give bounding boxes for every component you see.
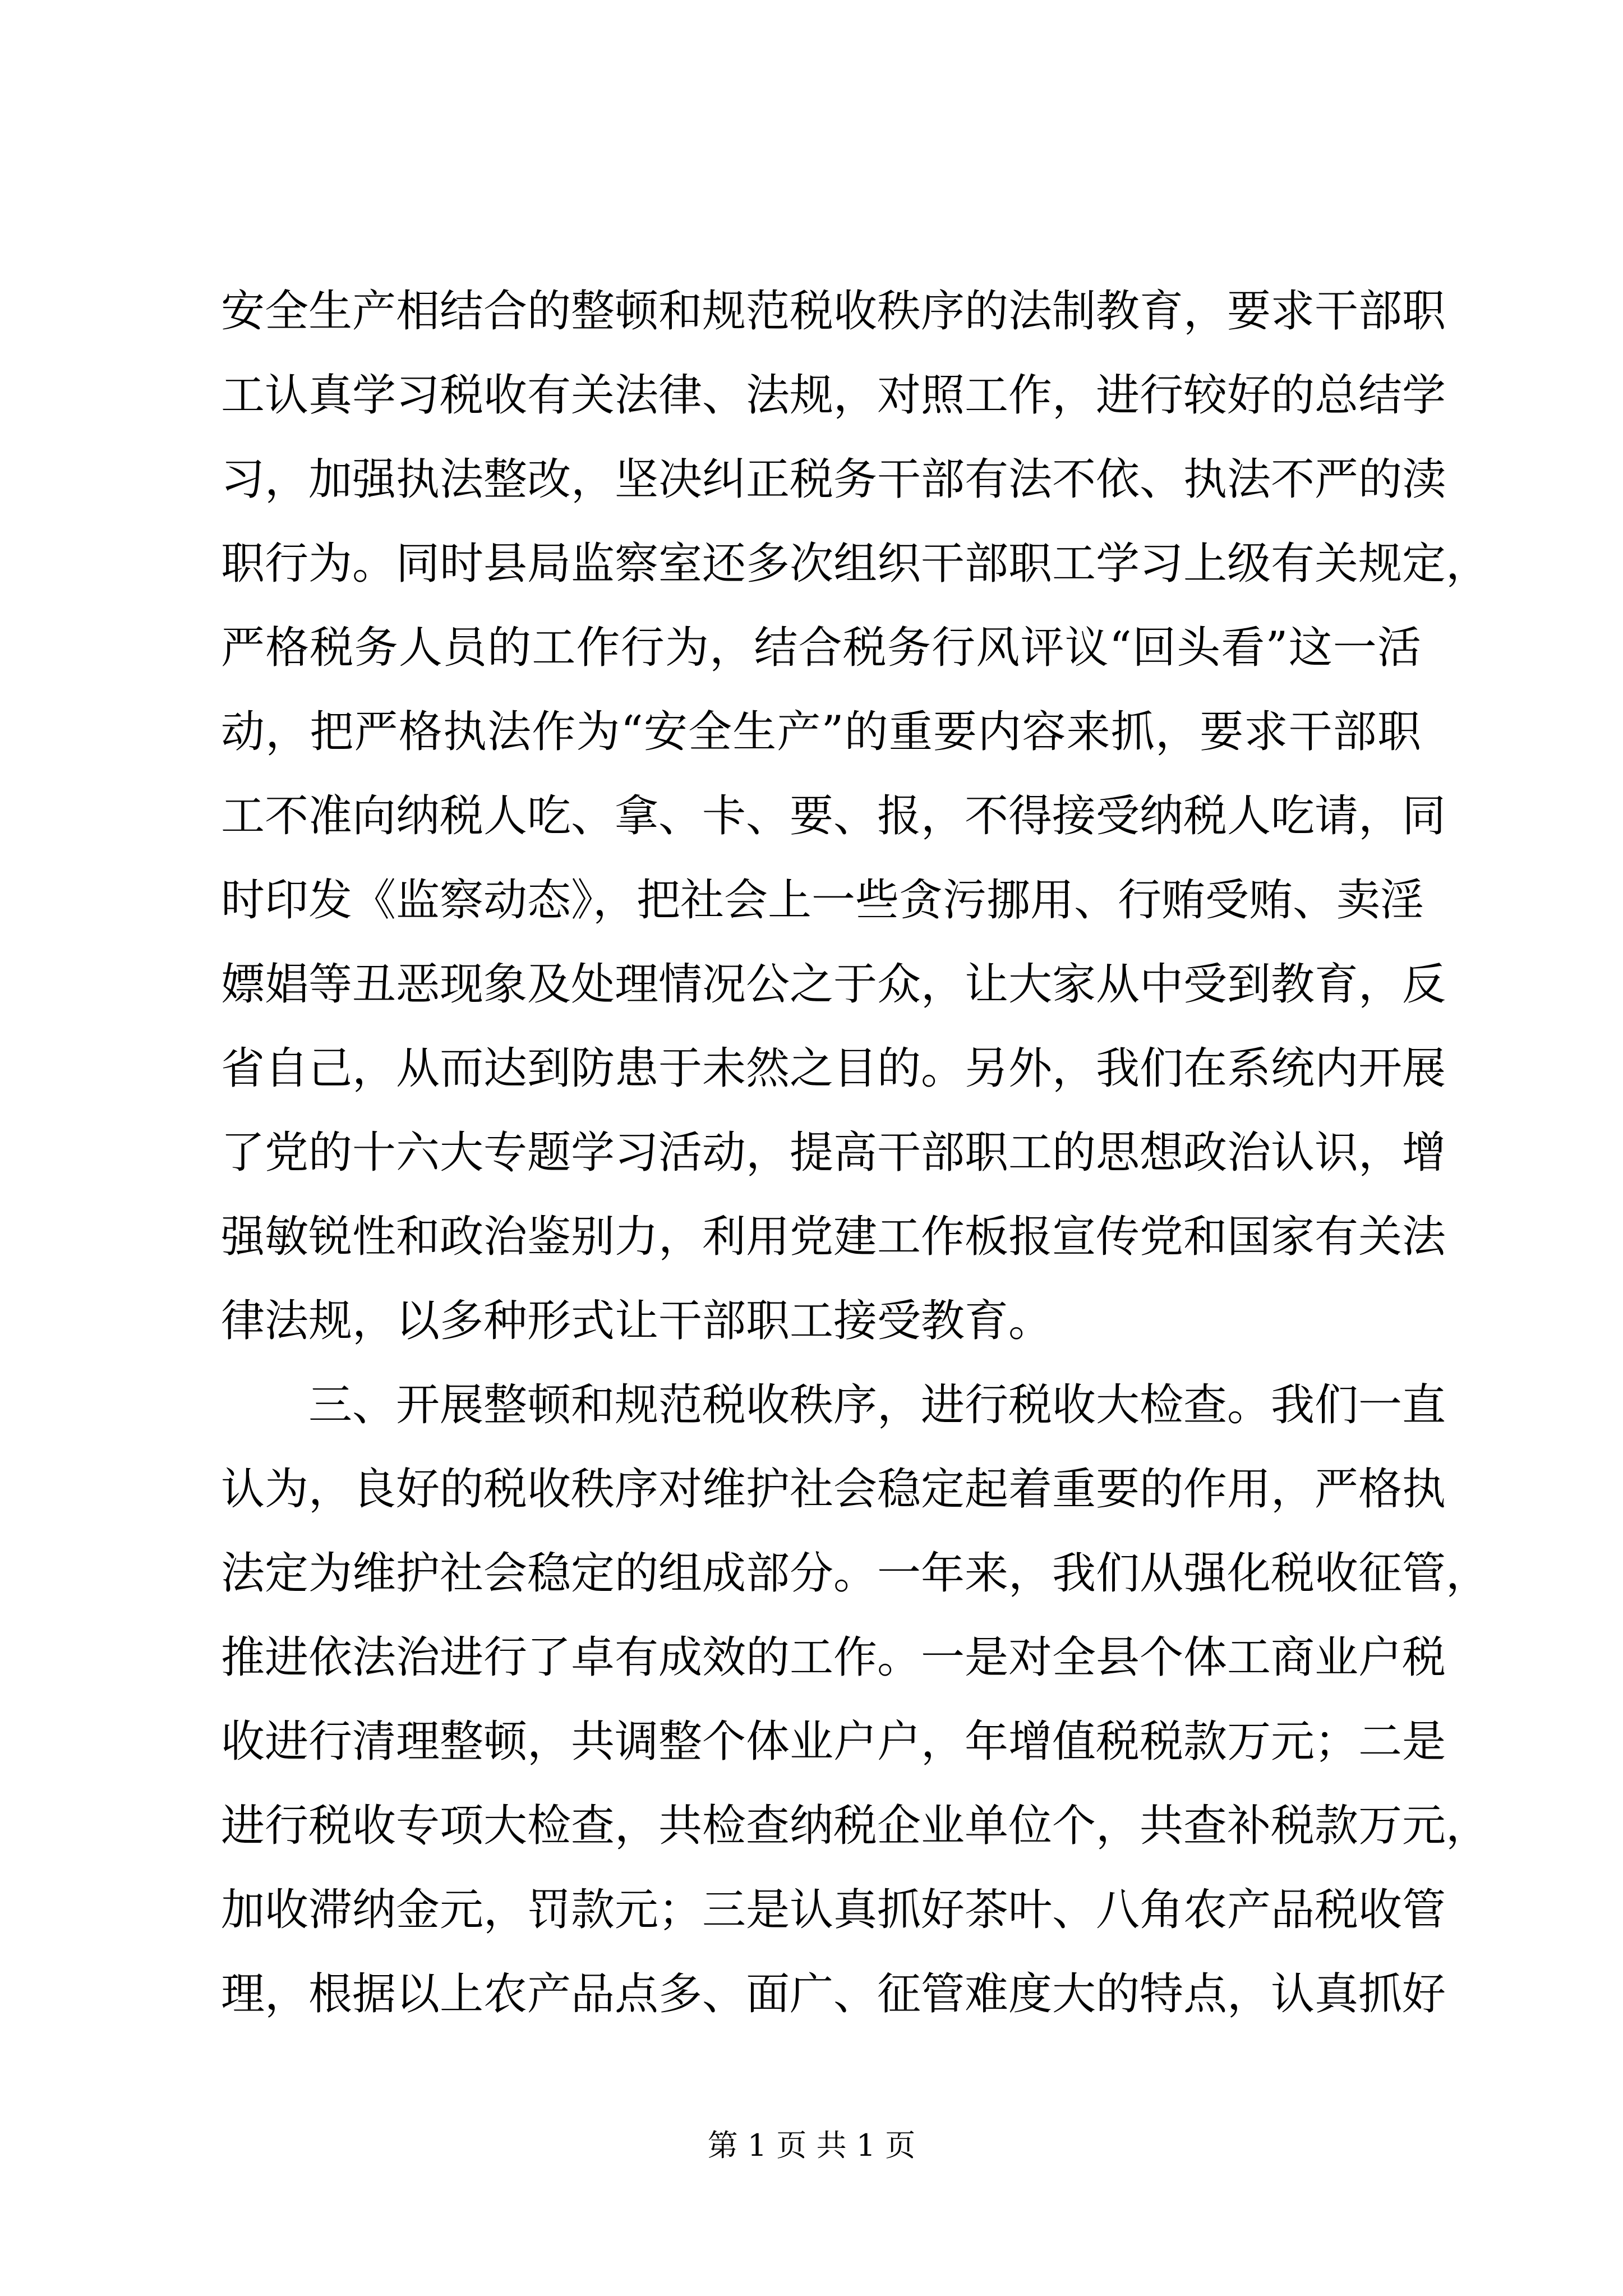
text-line: 职行为。同时县局监察室还多次组织干部职工学习上级有关规定， xyxy=(221,539,1490,589)
text-line: 工不准向纳税人吃、拿、卡、要、报，不得接受纳税人吃请，同 xyxy=(221,791,1446,841)
text-line: 认为，良好的税收秩序对维护社会稳定起着重要的作用，严格执 xyxy=(221,1464,1446,1515)
text-line: 收进行清理整顿，共调整个体业户户，年增值税税款万元；二是 xyxy=(221,1717,1446,1767)
text-line: 严格税务人员的工作行为，结合税务行风评议“回头看”这一活 xyxy=(221,623,1421,673)
text-line: 安全生产相结合的整顿和规范税收秩序的法制教育，要求干部职 xyxy=(221,286,1446,337)
text-line: 推进依法治进行了卓有成效的工作。一是对全县个体工商业户税 xyxy=(221,1632,1446,1683)
text-line: 进行税收专项大检查，共检查纳税企业单位个，共查补税款万元， xyxy=(221,1801,1490,1851)
page-footer: 第 1 页 共 1 页 xyxy=(707,2128,916,2163)
text-line: 嫖娼等丑恶现象及处理情况公之于众，让大家从中受到教育，反 xyxy=(221,959,1446,1010)
text-line: 省自己，从而达到防患于未然之目的。另外，我们在系统内开展 xyxy=(221,1043,1446,1094)
text-line: 时印发《监察动态》，把社会上一些贪污挪用、行贿受贿、卖淫 xyxy=(221,875,1424,926)
body-text xyxy=(221,269,1490,2036)
text-line: 工认真学习税收有关法律、法规，对照工作，进行较好的总结学 xyxy=(221,370,1446,421)
paragraph-start-line: 三、开展整顿和规范税收秩序，进行税收大检查。我们一直 xyxy=(308,1380,1446,1430)
text-line: 强敏锐性和政治鉴别力，利用党建工作板报宣传党和国家有关法 xyxy=(221,1212,1446,1262)
text-line: 习，加强执法整改，坚决纠正税务干部有法不依、执法不严的渎 xyxy=(221,454,1446,505)
text-line: 加收滞纳金元，罚款元；三是认真抓好茶叶、八角农产品税收管 xyxy=(221,1885,1446,1935)
text-line: 动，把严格执法作为“安全生产”的重要内容来抓，要求干部职 xyxy=(221,707,1421,757)
text-line: 律法规，以多种形式让干部职工接受教育。 xyxy=(221,1296,1053,1346)
text-line: 了党的十六大专题学习活动，提高干部职工的思想政治认识，增 xyxy=(221,1128,1446,1178)
text-line: 法定为维护社会稳定的组成部分。一年来，我们从强化税收征管， xyxy=(221,1548,1490,1599)
text-line: 理，根据以上农产品点多、面广、征管难度大的特点，认真抓好 xyxy=(221,1969,1446,2019)
